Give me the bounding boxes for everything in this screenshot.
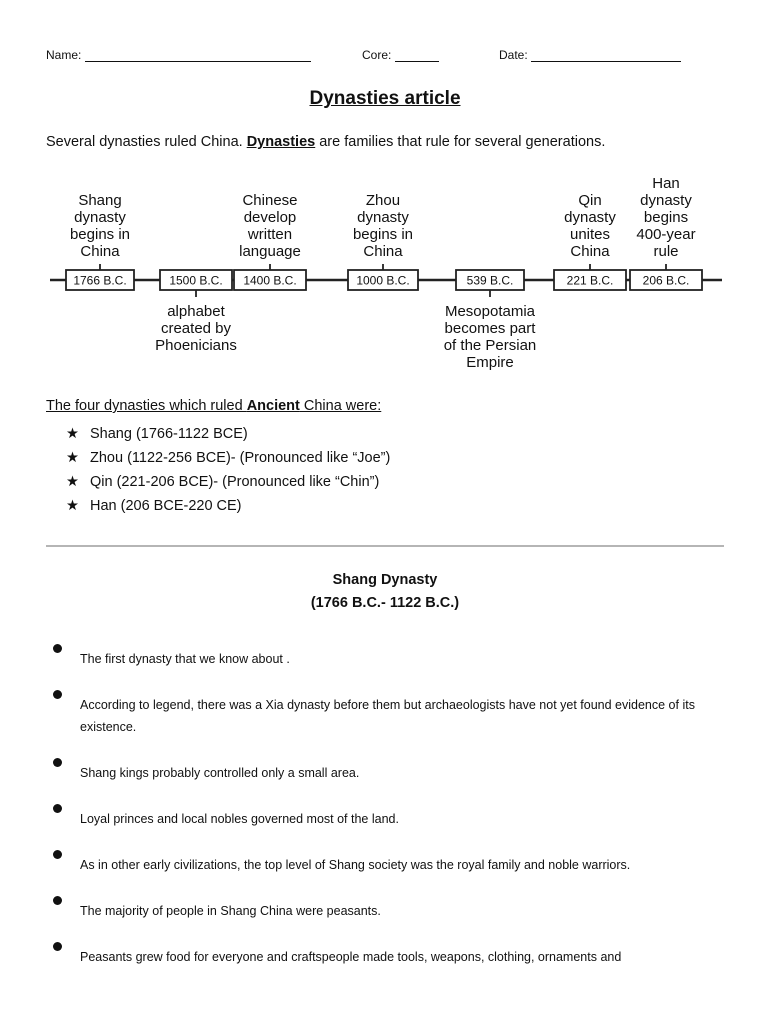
intro-bold-word: Dynasties: [246, 134, 316, 150]
list-item-text: Shang kings probably controlled only a small area.: [80, 766, 360, 780]
list-item-text: Peasants grew food for everyone and craftspeople made tools, weapons, clothing, ornaments and: [80, 950, 622, 964]
dynasty-list-text: Zhou (1122-256 BCE)- (Pronounced like “Joe”): [90, 450, 391, 466]
list-item: [50, 648, 730, 670]
event-label-above: dynasty: [74, 209, 126, 226]
four-heading-bold: Ancient: [246, 398, 300, 414]
event-label-above: begins in: [69, 226, 131, 243]
list-item: [50, 900, 730, 922]
four-dynasties-heading: [46, 398, 381, 414]
star-icon: ★: [66, 426, 79, 442]
bullet-icon: [53, 850, 62, 859]
bullet-icon: [53, 690, 62, 699]
four-heading-text-2: China were:: [299, 398, 382, 414]
date-field[interactable]: [499, 48, 681, 62]
name-blank[interactable]: [85, 48, 311, 62]
list-item: [50, 694, 730, 738]
event-label-above: Chinese: [242, 192, 298, 209]
event-label-above: Qin: [578, 192, 602, 209]
list-item-text: The first dynasty that we know about .: [80, 652, 290, 666]
shang-bullet-list: [50, 648, 730, 968]
event-label-above: dynasty: [564, 209, 616, 226]
date-label: Date:: [499, 48, 528, 62]
list-item: [50, 808, 730, 830]
dynasty-list-item: [66, 446, 390, 470]
bullet-icon: [53, 804, 62, 813]
section-divider: [46, 545, 724, 547]
core-blank[interactable]: [395, 48, 439, 62]
event-label-above: China: [363, 243, 403, 260]
dynasty-list-text: Han (206 BCE-220 CE): [90, 498, 242, 514]
event-label-below: Empire: [466, 354, 514, 371]
date-label: 206 B.C.: [642, 273, 690, 288]
list-item-text: According to legend, there was a Xia dynasty before them but archaeologists have not yet found evidence of its existence.: [80, 698, 695, 734]
event-label-above: written: [247, 226, 293, 243]
event-label-above: unites: [569, 226, 611, 243]
date-label: 1500 B.C.: [169, 273, 223, 288]
star-icon: ★: [66, 450, 79, 466]
bullet-icon: [53, 942, 62, 951]
event-label-above: begins in: [352, 226, 414, 243]
dynasty-list-text: Shang (1766-1122 BCE): [90, 426, 248, 442]
event-label-below: Phoenicians: [155, 337, 237, 354]
star-icon: ★: [66, 474, 79, 490]
dynasty-list-text: Qin (221-206 BCE)- (Pronounced like “Chin”): [90, 474, 380, 490]
date-label: 1766 B.C.: [73, 273, 127, 288]
section-title: Shang Dynasty: [332, 572, 438, 588]
list-item: [50, 762, 730, 784]
list-item: [50, 946, 730, 968]
intro-text-2: are families that rule for several generations.: [315, 134, 606, 150]
intro-text-1: Several dynasties ruled China.: [46, 134, 247, 150]
date-label: 539 B.C.: [466, 273, 514, 288]
timeline-figure: [46, 168, 726, 378]
name-field[interactable]: [46, 48, 311, 62]
bullet-icon: [53, 758, 62, 767]
section-subtitle: (1766 B.C.- 1122 B.C.): [310, 595, 460, 611]
core-label: Core:: [362, 48, 392, 62]
event-label-above: begins: [643, 209, 689, 226]
event-label-above: develop: [243, 209, 297, 226]
date-label: 1000 B.C.: [356, 273, 410, 288]
date-blank[interactable]: [531, 48, 681, 62]
event-label-above: language: [239, 243, 301, 260]
event-label-below: Mesopotamia: [444, 303, 536, 320]
event-label-below: becomes part: [444, 320, 536, 337]
event-label-below: created by: [160, 320, 232, 337]
event-label-above: China: [80, 243, 120, 260]
core-field[interactable]: [362, 48, 439, 62]
four-heading-text-1: The four dynasties which ruled: [46, 398, 247, 414]
event-label-above: Han: [652, 175, 680, 192]
event-label-below: alphabet: [167, 303, 225, 320]
dynasty-list-item: [66, 422, 390, 446]
list-item-text: The majority of people in Shang China were peasants.: [80, 904, 381, 918]
date-label: 221 B.C.: [566, 273, 614, 288]
dynasty-list: [66, 422, 390, 518]
event-label-above: rule: [653, 243, 679, 260]
event-label-above: Shang: [78, 192, 122, 209]
event-label-above: dynasty: [357, 209, 409, 226]
bullet-icon: [53, 896, 62, 905]
event-label-above: Zhou: [365, 192, 401, 209]
event-label-above: dynasty: [640, 192, 692, 209]
name-label: Name:: [46, 48, 82, 62]
date-label: 1400 B.C.: [243, 273, 297, 288]
bullet-icon: [53, 644, 62, 653]
event-label-above: 400-year: [636, 226, 696, 243]
dynasty-list-item: [66, 494, 390, 518]
event-label-below: of the Persian: [443, 337, 537, 354]
event-label-above: China: [570, 243, 610, 260]
star-icon: ★: [66, 498, 79, 514]
dynasty-list-item: [66, 470, 390, 494]
list-item-text: As in other early civilizations, the top level of Shang society was the royal family and noble warriors.: [80, 858, 631, 872]
intro-paragraph: [46, 134, 605, 150]
list-item: [50, 854, 730, 876]
page-title: Dynasties article: [309, 88, 461, 109]
list-item-text: Loyal princes and local nobles governed most of the land.: [80, 812, 399, 826]
